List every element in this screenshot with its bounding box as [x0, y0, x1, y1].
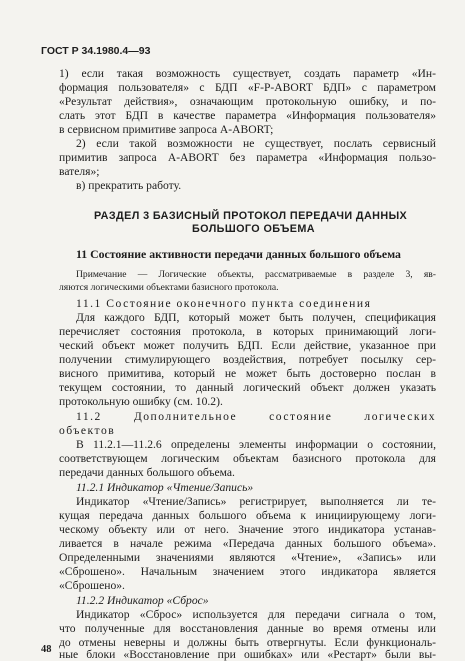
text-line: «Сброшено». Начальным значением этого индикатора является [59, 565, 436, 578]
clause-heading: 11.2.1 Индикатор «Чтение/Запись» [76, 481, 254, 494]
text-line: соответствующем логическим объектам базисного протокола для [59, 452, 436, 465]
text-line: ческий объект может получить БДП. Если действие, указанное при [59, 339, 436, 352]
text-line: «Результат действия», означающим протокольную ошибку, и по- [59, 95, 436, 108]
clause-heading: 11.2 Дополнительное состояние логических [76, 410, 436, 423]
text-line: 2) если такой возможности не существует, послать сервисный [76, 137, 436, 150]
text-line: передачи данных большого объема. [59, 466, 235, 479]
note-line: ляются логическими объектами базисного протокола. [59, 282, 279, 293]
text-line: Для каждого БДП, который может быть получен, спецификация [76, 311, 436, 324]
text-line: формация пользователя» с БДП «F-P-ABORT БДП» с параметром [59, 81, 436, 94]
text-line: слать этот БДП в качестве параметра «Информация пользователя» [59, 109, 436, 122]
page-number: 48 [41, 644, 52, 655]
clause-heading: объектов [59, 424, 116, 437]
text-line: получении стимулирующего воздействия, потребует посылку сер- [59, 353, 436, 366]
text-line: «Сброшено». [59, 579, 125, 592]
text-line: до отмены неверны и должны быть отвергнуты. Если функциональ- [59, 636, 436, 649]
text-line: примитив запроса A-ABORT без параметра «Информация пользо- [59, 151, 436, 164]
text-line: Индикатор «Сброс» используется для передачи сигнала о том, [76, 608, 436, 621]
text-line: перечисляет состояния протокола, в которых принимающий логи- [59, 325, 436, 338]
section-heading: РАЗДЕЛ 3 БАЗИСНЫЙ ПРОТОКОЛ ПЕРЕДАЧИ ДАННЫХ [94, 210, 408, 222]
text-line: В 11.2.1—11.2.6 определены элементы информации о состоянии, [76, 438, 436, 451]
text-line: протокольную ошибку (см. 10.2). [59, 395, 223, 408]
text-line: в сервисном примитиве запроса A-ABORT; [59, 123, 274, 136]
clause-heading: 11.1 Состояние оконечного пункта соединения [76, 297, 372, 310]
text-line: что полученные для восстановления данные во время отмены или [59, 622, 436, 635]
clause-heading: 11.2.2 Индикатор «Сброс» [76, 594, 209, 607]
text-line: текущем состоянии, то данный логический объект должен указать [59, 381, 436, 394]
clause-heading: 11 Состояние активности передачи данных большого объема [76, 247, 401, 261]
text-line: Индикатор «Чтение/Запись» регистрирует, выполняется ли те- [76, 495, 436, 508]
text-line: в) прекратить работу. [76, 179, 182, 192]
text-line: ливается в начале режима «Передача данных большого объема». [59, 537, 436, 550]
text-line: висного примитива, который не может быть достоверно послан в [59, 367, 436, 380]
text-line: Определенными значениями являются «Чтение», «Запись» или [59, 551, 436, 564]
text-line: вателя»; [59, 165, 100, 178]
text-line: ческому объекту или от него. Значение этого индикатора устанав- [59, 523, 436, 536]
standard-header: ГОСТ Р 34.1980.4—93 [41, 45, 151, 57]
text-line: кущая передача данных большого объема к инициирующему логи- [59, 509, 436, 522]
section-heading: БОЛЬШОГО ОБЪЕМА [192, 223, 315, 235]
text-line: ные блоки «Восстановление при ошибках» или «Рестарт» были вы- [59, 648, 436, 661]
text-line: 1) если такая возможность существует, создать параметр «Ин- [59, 67, 436, 80]
note-line: Примечание — Логические объекты, рассматриваемые в разделе 3, яв- [76, 269, 436, 280]
